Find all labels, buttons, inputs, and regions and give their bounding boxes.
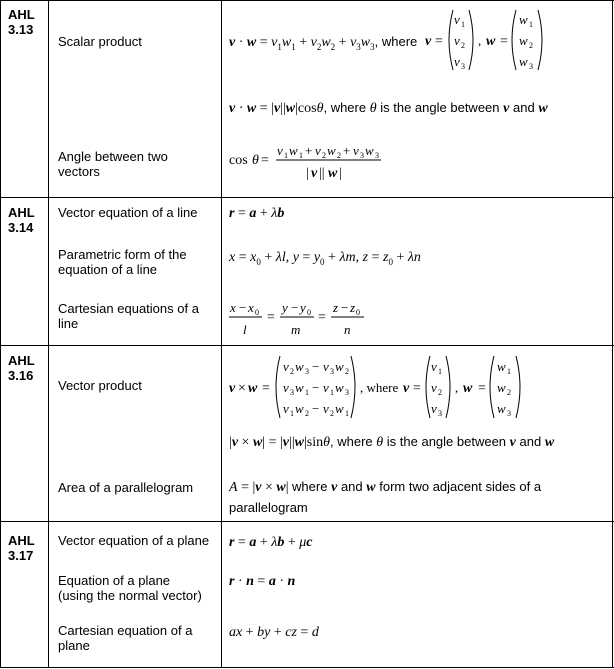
- svg-text:1: 1: [299, 151, 303, 160]
- svg-text:2: 2: [290, 367, 294, 376]
- topic-equation-plane-normal: Equation of a plane (using the normal vector): [58, 573, 202, 603]
- svg-text:v: v: [454, 12, 460, 27]
- svg-text:2: 2: [322, 151, 326, 160]
- svg-text:w: w: [497, 380, 506, 395]
- vector-product-svg: [227, 350, 612, 424]
- svg-text:v: v: [277, 143, 283, 158]
- svg-text:=: =: [267, 310, 275, 325]
- topic-parametric-form-line: Parametric form of the equation of a line: [58, 247, 187, 277]
- svg-text:1: 1: [461, 20, 465, 29]
- svg-text:y: y: [300, 300, 306, 315]
- svg-text:v: v: [353, 143, 359, 158]
- section-divider-3: [0, 521, 614, 522]
- svg-text:2: 2: [330, 409, 334, 418]
- svg-text:3: 3: [360, 151, 364, 160]
- formula-vector-product-modulus: |v × w| = |v||w|sinθ, where θ is the angle between v and w: [229, 434, 555, 450]
- svg-text:2: 2: [305, 409, 309, 418]
- formula-scalar-product-modulus: v · w = |v||w|cosθ, where θ is the angle between v and w: [229, 100, 548, 116]
- svg-text:2: 2: [337, 151, 341, 160]
- column-vectors-svg: [423, 4, 613, 76]
- formula-vector-equation-plane: r = a + λb + μc: [229, 535, 313, 550]
- svg-text:=: =: [478, 381, 486, 396]
- svg-text:w: w: [519, 54, 528, 69]
- svg-text:v: v: [283, 359, 289, 374]
- svg-text:1: 1: [507, 367, 511, 376]
- svg-text:w: w: [519, 33, 528, 48]
- svg-text:w: w: [497, 359, 506, 374]
- svg-text:2: 2: [438, 388, 442, 397]
- svg-text:w: w: [248, 381, 258, 396]
- svg-text:×: ×: [238, 381, 246, 396]
- comma-separator: ,: [455, 380, 459, 395]
- svg-text:−: −: [312, 380, 320, 395]
- svg-text:z: z: [350, 300, 356, 315]
- formula-plane-normal: r · n = a · n: [229, 574, 296, 589]
- topic-area-parallelogram: Area of a parallelogram: [58, 480, 194, 495]
- svg-text:w: w: [486, 34, 496, 49]
- topic-cartesian-equations-line: Cartesian equations of a line: [58, 301, 199, 331]
- svg-text:=: =: [262, 381, 270, 396]
- column-divider-2: [221, 0, 222, 668]
- svg-text:w: w: [295, 359, 304, 374]
- ref-number: 3.13: [8, 22, 34, 37]
- topic-angle-between-vectors: Angle between two vectors: [58, 149, 168, 179]
- svg-text:v: v: [425, 34, 432, 49]
- svg-text:w: w: [519, 12, 528, 27]
- svg-text:v: v: [311, 166, 318, 181]
- svg-text:v: v: [454, 54, 460, 69]
- svg-text:−: −: [312, 359, 320, 374]
- topic-vector-product: Vector product: [58, 378, 142, 393]
- formula-parametric-line: $x = x_0 + \lambda l$, $y = y_0 + \lambda m$, $z = z_0 + \lambda n$: [229, 250, 421, 268]
- section-ref-3-13: [8, 7, 35, 37]
- cosine-fraction-svg: [228, 140, 398, 184]
- svg-text:0: 0: [255, 308, 259, 317]
- column-divider-1: [48, 0, 49, 668]
- svg-text:−: −: [341, 300, 349, 315]
- section-ref-3-16: [8, 353, 35, 383]
- svg-text:v: v: [323, 359, 329, 374]
- table-border-bottom: [0, 667, 614, 668]
- svg-text:w: w: [289, 143, 298, 158]
- svg-text:v: v: [283, 380, 289, 395]
- table-border-right: [612, 0, 613, 668]
- ref-label: AHL: [8, 353, 35, 368]
- svg-text:z: z: [333, 300, 339, 315]
- svg-text:w: w: [335, 359, 344, 374]
- svg-text:1: 1: [330, 388, 334, 397]
- svg-text:3: 3: [345, 388, 349, 397]
- svg-text:+: +: [343, 143, 351, 158]
- svg-text:|: |: [306, 166, 309, 181]
- svg-text:||: ||: [319, 166, 325, 181]
- svg-text:−: −: [312, 401, 320, 416]
- svg-text:cos: cos: [229, 153, 248, 168]
- svg-text:w: w: [327, 143, 336, 158]
- svg-text:v: v: [315, 143, 321, 158]
- svg-text:1: 1: [529, 20, 533, 29]
- svg-text:2: 2: [529, 41, 533, 50]
- svg-text:m: m: [291, 322, 301, 337]
- svg-text:3: 3: [305, 367, 309, 376]
- topic-vector-equation-plane: Vector equation of a plane: [58, 533, 210, 548]
- section-divider-2: [0, 345, 614, 346]
- svg-text:3: 3: [375, 151, 379, 160]
- svg-text:x: x: [230, 300, 236, 315]
- svg-text:|: |: [339, 166, 342, 181]
- svg-text:−: −: [239, 300, 247, 315]
- svg-text:3: 3: [507, 409, 511, 418]
- svg-text:w: w: [295, 380, 304, 395]
- svg-text:3: 3: [290, 388, 294, 397]
- svg-text:3: 3: [461, 62, 465, 71]
- where-text: , where: [360, 380, 399, 395]
- topic-vector-equation-line: Vector equation of a line: [58, 205, 198, 220]
- svg-text:1: 1: [290, 409, 294, 418]
- svg-text:+: +: [305, 143, 313, 158]
- svg-text:v: v: [323, 401, 329, 416]
- svg-text:=: =: [500, 34, 508, 49]
- svg-text:w: w: [463, 381, 473, 396]
- svg-text:2: 2: [507, 388, 511, 397]
- svg-text:1: 1: [345, 409, 349, 418]
- svg-text:v: v: [431, 401, 437, 416]
- topic-scalar-product: Scalar product: [58, 34, 142, 49]
- svg-text:=: =: [261, 153, 269, 168]
- svg-text:0: 0: [356, 308, 360, 317]
- svg-text:θ: θ: [252, 153, 259, 168]
- svg-text:2: 2: [461, 41, 465, 50]
- cartesian-line-svg: [228, 298, 378, 340]
- comma-separator: ,: [478, 33, 482, 48]
- ref-number: 3.14: [8, 220, 34, 235]
- ref-label: AHL: [8, 533, 35, 548]
- svg-text:3: 3: [529, 62, 533, 71]
- svg-text:w: w: [335, 401, 344, 416]
- svg-text:=: =: [318, 310, 326, 325]
- svg-text:=: =: [435, 34, 443, 49]
- formula-angle-cosine: [228, 140, 398, 184]
- ref-label: AHL: [8, 7, 35, 22]
- svg-text:1: 1: [305, 388, 309, 397]
- svg-text:3: 3: [438, 409, 442, 418]
- section-ref-3-17: [8, 533, 35, 563]
- svg-text:w: w: [365, 143, 374, 158]
- svg-text:w: w: [328, 166, 338, 181]
- svg-text:v: v: [454, 33, 460, 48]
- svg-text:=: =: [413, 381, 421, 396]
- svg-text:0: 0: [307, 308, 311, 317]
- topic-cartesian-equation-plane: Cartesian equation of a plane: [58, 623, 193, 653]
- svg-text:v: v: [431, 359, 437, 374]
- svg-text:v: v: [283, 401, 289, 416]
- formula-vector-equation-line: r = a + λb: [229, 206, 285, 221]
- svg-text:x: x: [248, 300, 254, 315]
- svg-text:v: v: [323, 380, 329, 395]
- svg-text:3: 3: [330, 367, 334, 376]
- section-ref-3-14: [8, 205, 35, 235]
- formula-vector-product: [227, 350, 612, 424]
- section-divider-1: [0, 197, 614, 198]
- ref-number: 3.17: [8, 548, 34, 563]
- table-border-left: [0, 0, 1, 668]
- ref-number: 3.16: [8, 368, 34, 383]
- svg-text:l: l: [243, 322, 247, 337]
- svg-text:−: −: [291, 300, 299, 315]
- svg-text:2: 2: [345, 367, 349, 376]
- formula-area-parallelogram: A = |v × w| where v and w form two adjacent sides of a parallelogram: [229, 479, 542, 515]
- formula-scalar-product: $v \cdot w = v_1w_1 + v_2w_2 + v_3w_3$, where: [229, 34, 418, 53]
- svg-text:v: v: [431, 380, 437, 395]
- svg-text:1: 1: [438, 367, 442, 376]
- svg-text:v: v: [403, 381, 410, 396]
- svg-text:1: 1: [284, 151, 288, 160]
- svg-text:n: n: [344, 322, 351, 337]
- svg-text:w: w: [497, 401, 506, 416]
- table-border-top: [0, 0, 614, 1]
- svg-text:v: v: [229, 381, 236, 396]
- ref-label: AHL: [8, 205, 35, 220]
- formula-vector-definitions: [423, 4, 613, 76]
- svg-text:w: w: [295, 401, 304, 416]
- svg-text:w: w: [335, 380, 344, 395]
- formula-cartesian-plane: ax + by + cz = d: [229, 625, 319, 640]
- svg-text:y: y: [282, 300, 288, 315]
- formula-cartesian-line: [228, 298, 378, 340]
